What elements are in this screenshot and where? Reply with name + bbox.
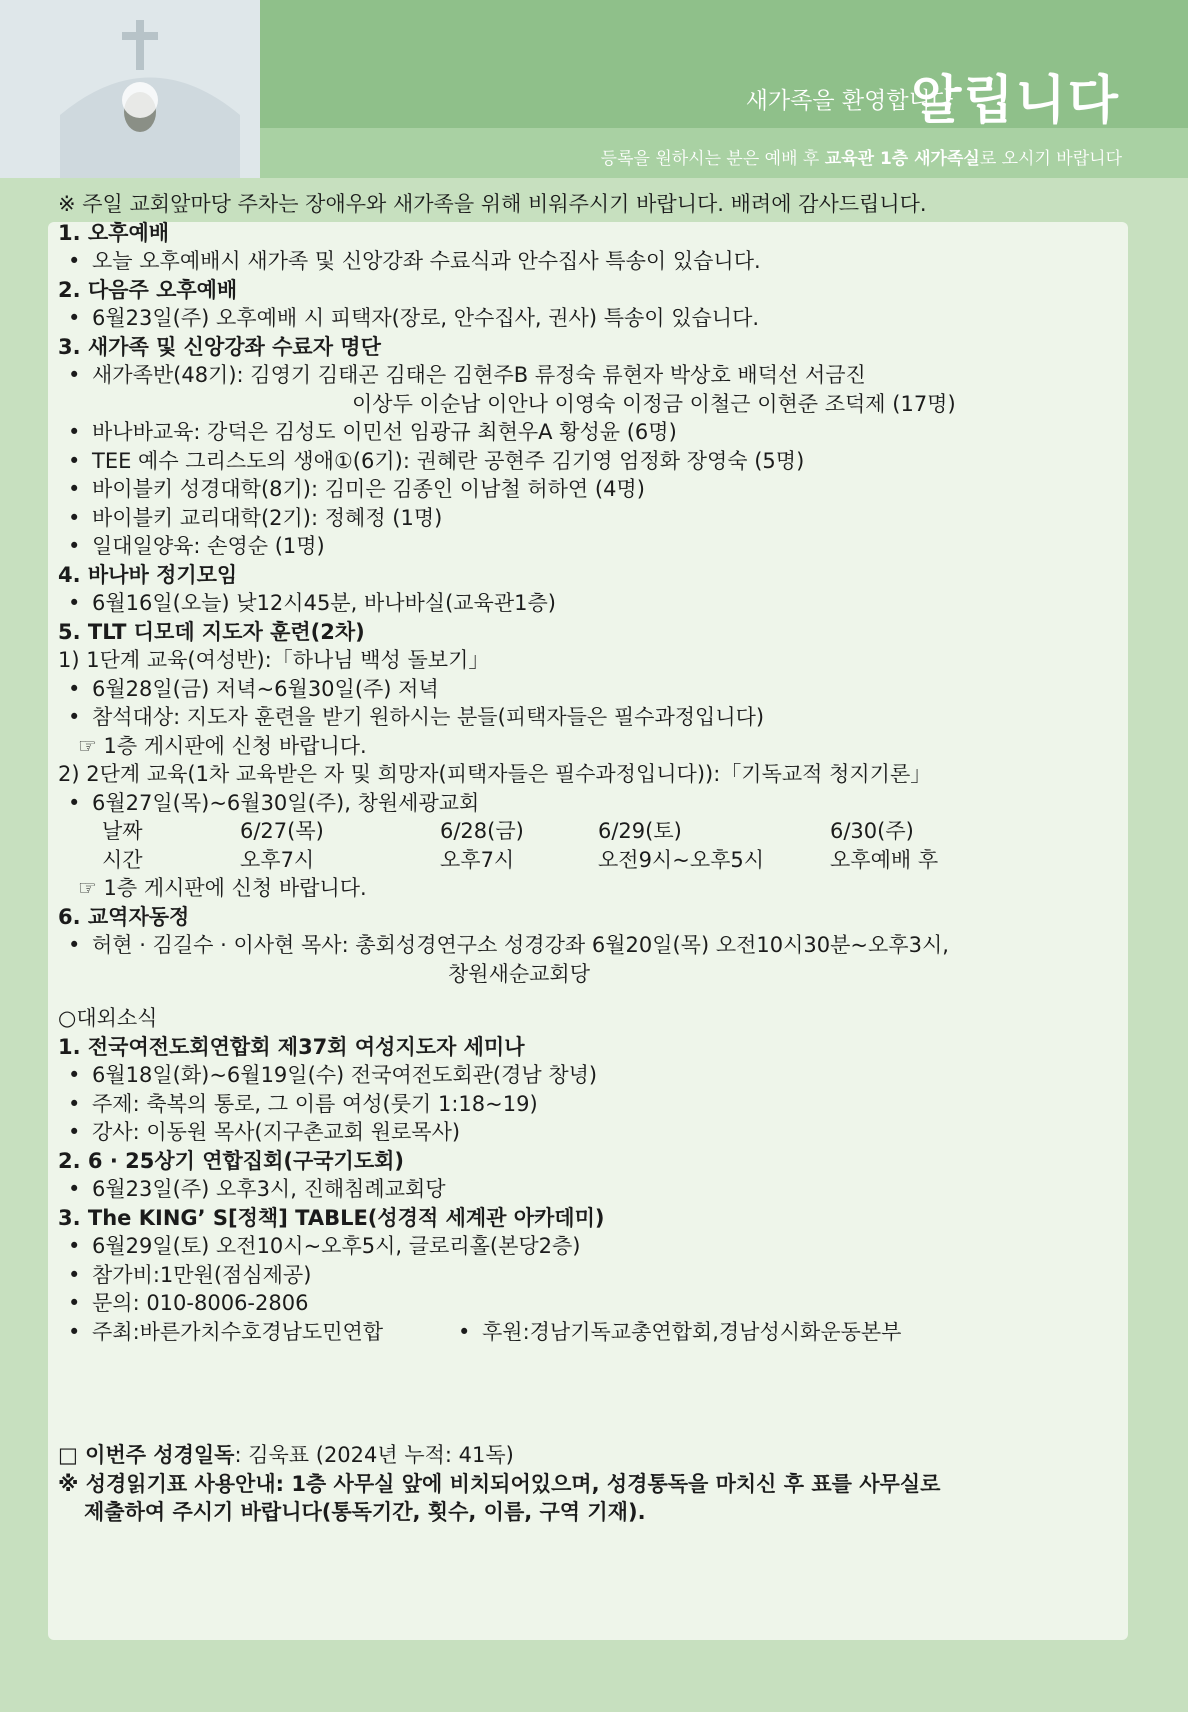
apply-note: ☞ 1층 게시판에 신청 바랍니다. [78, 733, 367, 758]
schedule-cell: 오후예배 후 [830, 847, 939, 872]
list-item: • 바이블키 교리대학(2기): 정혜정 (1명) [58, 504, 1158, 533]
bible-reading [58, 1441, 1158, 1470]
section-heading: 3. The KING’ S[정책] TABLE(성경적 세계관 아카데미) [58, 1205, 605, 1230]
bible-reading-label: □ 이번주 성경일독 [58, 1443, 235, 1467]
list-item: • 6월29일(토) 오전10시~오후5시, 글로리홀(본당2층) [58, 1232, 1158, 1261]
list-item: • 6월23일(주) 오후3시, 진해침례교회당 [58, 1175, 1158, 1204]
list-item: • 6월23일(주) 오후예배 시 피택자(장로, 안수집사, 권사) 특송이 있습니다. [58, 304, 1158, 333]
registration-note: 등록을 원하시는 분은 예배 후 교육관 1층 새가족실로 오시기 바랍니다 [600, 149, 1122, 169]
sub-heading: 2) 2단계 교육(1차 교육받은 자 및 희망자(피택자들은 필수과정입니다)):「기독교적 청지기론」 [58, 762, 932, 786]
sponsor-item: • 후원:경남기독교총연합회,경남성시화운동본부 [448, 1318, 901, 1347]
apply-note: ☞ 1층 게시판에 신청 바랍니다. [78, 876, 367, 900]
list-item: • 강사: 이동원 목사(지구촌교회 원로목사) [58, 1118, 1158, 1147]
announcements [58, 190, 1158, 1527]
list-item: • 주제: 축복의 통로, 그 이름 여성(룻기 1:18~19) [58, 1090, 1158, 1119]
list-item: • 바이블키 성경대학(8기): 김미은 김종인 이남철 허하연 (4명) [58, 475, 1158, 504]
bible-reading-value: : 김욱표 (2024년 누적: 41독) [234, 1443, 514, 1467]
schedule-cell: 6/27(목) [240, 819, 324, 843]
schedule-times-row [58, 846, 1158, 875]
schedule-cell: 오후7시 [440, 847, 515, 872]
external-news-heading: ○대외소식 [58, 1006, 158, 1030]
list-item: • 6월27일(목)~6월30일(주), 창원세광교회 [58, 789, 1158, 818]
section-heading: 2. 6 · 25상기 연합집회(구국기도회) [58, 1148, 404, 1173]
schedule-cell: 6/29(토) [598, 819, 682, 843]
list-item: • 오늘 오후예배시 새가족 및 신앙강좌 수료식과 안수집사 특송이 있습니다. [58, 247, 1158, 276]
church-bell-tower-icon [0, 0, 260, 178]
list-item: • 6월16일(오늘) 낮12시45분, 바나바실(교육관1층) [58, 589, 1158, 618]
list-item-continued: 이상두 이순남 이안나 이영숙 이정금 이철근 이현준 조덕제 (17명) [352, 391, 956, 416]
header-banner [0, 0, 1188, 178]
list-item: • 6월18일(화)~6월19일(수) 전국여전도회관(경남 창녕) [58, 1061, 1158, 1090]
schedule-label: 날짜 [102, 819, 143, 843]
list-item: • TEE 예수 그리스도의 생애①(6기): 권혜란 공현주 김기영 엄정화 장영숙 (5명) [58, 447, 1158, 476]
list-item: • 참가비:1만원(점심제공) [58, 1261, 1158, 1290]
schedule-cell: 6/28(금) [440, 819, 524, 843]
section-heading: 4. 바나바 정기모임 [58, 562, 238, 587]
section-heading: 5. TLT 디모데 지도자 훈련(2차) [58, 619, 365, 644]
section-heading: 2. 다음주 오후예배 [58, 277, 238, 302]
schedule-cell: 오후7시 [240, 847, 315, 872]
list-item: • 허현 · 김길수 · 이사현 목사: 총회성경연구소 성경강좌 6월20일(목) 오전10시30분~오후3시, [58, 931, 1158, 960]
bible-note-continued: 제출하여 주시기 바랍니다(통독기간, 횟수, 이름, 구역 기재). [84, 1500, 646, 1524]
parking-notice: ※ 주일 교회앞마당 주차는 장애우와 새가족을 위해 비워주시기 바랍니다. 배려에 감사드립니다. [58, 192, 927, 216]
section-heading: 3. 새가족 및 신앙강좌 수료자 명단 [58, 334, 381, 359]
schedule-cell: 오전9시~오후5시 [598, 847, 765, 872]
list-item-continued: 창원새순교회당 [448, 961, 591, 986]
list-item: • 참석대상: 지도자 훈련을 받기 원하시는 분들(피택자들은 필수과정입니다) [58, 703, 1158, 732]
section-heading: 6. 교역자동정 [58, 904, 190, 929]
list-item: • 바나바교육: 강덕은 김성도 이민선 임광규 최현우A 황성윤 (6명) [58, 418, 1158, 447]
page-title: 알립니다 [911, 71, 1120, 131]
host-sponsor-row [58, 1318, 1158, 1347]
schedule-cell: 6/30(주) [830, 819, 914, 843]
host-item: • 주최:바른가치수호경남도민연합 [58, 1318, 448, 1347]
schedule-label: 시간 [102, 847, 143, 872]
list-item: • 6월28일(금) 저녁~6월30일(주) 저녁 [58, 675, 1158, 704]
bible-note: ※ 성경읽기표 사용안내: 1층 사무실 앞에 비치되어있으며, 성경통독을 마치신 후 표를 사무실로 [58, 1471, 941, 1496]
list-item: • 새가족반(48기): 김영기 김태곤 김태은 김현주B 류정숙 류현자 박상호 배덕선 서금진 [58, 361, 1158, 390]
list-item: • 일대일양육: 손영순 (1명) [58, 532, 1158, 561]
section-heading: 1. 오후예배 [58, 220, 170, 245]
welcome-text: 새가족을 환영합니다 [745, 88, 953, 114]
schedule-dates-row [58, 817, 1158, 846]
section-heading: 1. 전국여전도회연합회 제37회 여성지도자 세미나 [58, 1034, 525, 1059]
sub-heading: 1) 1단계 교육(여성반):「하나님 백성 돌보기」 [58, 648, 490, 672]
list-item: • 문의: 010-8006-2806 [58, 1289, 1158, 1318]
